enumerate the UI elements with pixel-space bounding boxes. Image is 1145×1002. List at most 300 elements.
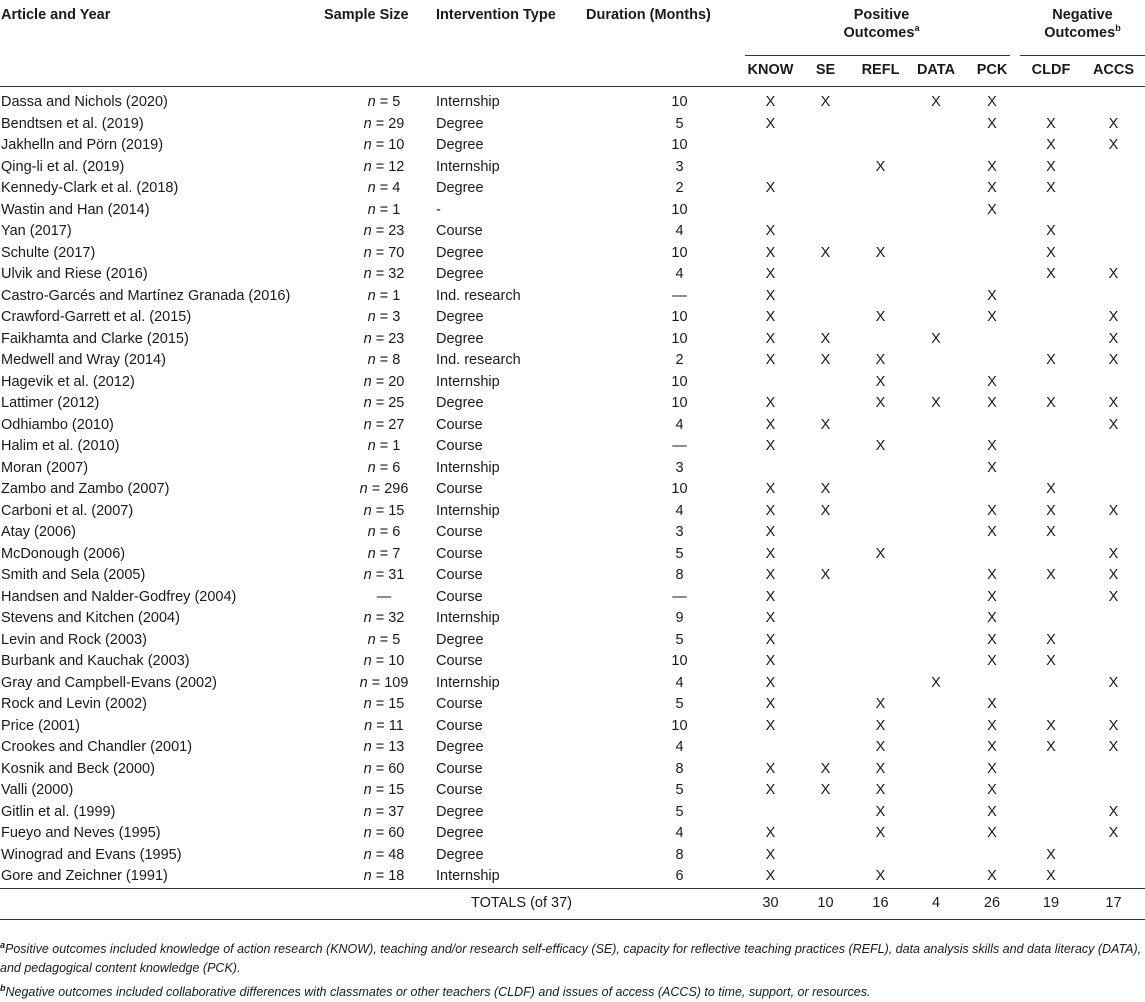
- n-symbol: n: [363, 846, 372, 863]
- table-row: [0, 608, 1145, 630]
- cell-intervention-type: Internship: [436, 502, 500, 519]
- cell-intervention-type: Degree: [436, 631, 484, 648]
- cell-intervention-type: Internship: [436, 94, 500, 110]
- sample-value: 13: [388, 739, 405, 755]
- cell-duration: 10: [671, 309, 688, 325]
- cell-se: X: [820, 481, 831, 497]
- cell-accs: X: [1108, 309, 1119, 325]
- cell-article: Smith and Sela (2005): [1, 567, 146, 583]
- table-row: [0, 372, 1145, 394]
- cell-se: X: [820, 244, 831, 261]
- cell-sample-size: n = 5: [367, 631, 401, 648]
- table-row: [0, 737, 1145, 759]
- cell-cldf: [1020, 87, 1082, 114]
- cell-duration: 10: [671, 330, 688, 347]
- cell-intervention-type: Course: [436, 760, 483, 777]
- cell-duration: 10: [671, 201, 688, 218]
- n-symbol: n: [363, 395, 372, 411]
- cell-pck: [964, 415, 1020, 437]
- cell-intervention-type: -: [436, 201, 441, 218]
- cell-know: X: [765, 588, 776, 605]
- cell-duration: 10: [671, 481, 688, 497]
- cell-accs: X: [1108, 717, 1119, 734]
- cell-intervention-type: Degree: [436, 846, 484, 863]
- cell-sample-size: n = 7: [367, 545, 401, 562]
- cell-accs: X: [1108, 674, 1119, 691]
- cell-refl: X: [875, 438, 886, 454]
- cell-know: [743, 157, 798, 179]
- sample-value: 15: [388, 696, 405, 712]
- cell-accs: [1082, 157, 1145, 179]
- sample-value: 29: [388, 115, 405, 132]
- cell-article: Schulte (2017): [1, 244, 96, 261]
- header-positive-outcomes: [743, 0, 1020, 56]
- cell-data: [908, 307, 964, 329]
- cell-know: X: [765, 760, 776, 777]
- cell-se: [798, 823, 853, 845]
- cell-cldf: X: [1046, 567, 1056, 583]
- cell-se: [798, 608, 853, 630]
- n-symbol: n: [367, 309, 376, 325]
- cell-duration: 9: [675, 610, 684, 626]
- cell-refl: X: [875, 717, 886, 734]
- cell-pck: X: [987, 115, 997, 132]
- table-row: [0, 716, 1145, 738]
- cell-sample-size: n = 10: [363, 653, 405, 669]
- cell-know: X: [765, 223, 776, 239]
- n-symbol: n: [367, 459, 376, 476]
- cell-pck: X: [987, 588, 997, 605]
- table-row: [0, 673, 1145, 695]
- cell-sample-size: n = 29: [363, 115, 405, 132]
- cell-se: [798, 716, 853, 738]
- table-row: [0, 329, 1145, 351]
- cell-data: [908, 522, 964, 544]
- cell-data: X: [931, 330, 941, 347]
- table-row: [0, 458, 1145, 480]
- cell-article: Fueyo and Neves (1995): [1, 825, 161, 841]
- cell-se: X: [820, 352, 831, 368]
- cell-sample-size: n = 10: [363, 137, 405, 153]
- cell-pck: [964, 845, 1020, 867]
- sample-value: 10: [388, 653, 405, 669]
- cell-article: Dassa and Nichols (2020): [1, 94, 168, 110]
- table-row: [0, 802, 1145, 824]
- cell-sample-size: n = 48: [363, 846, 405, 863]
- cell-accs: [1082, 845, 1145, 867]
- cell-intervention-type: Ind. research: [436, 352, 521, 368]
- cell-pck: X: [987, 782, 997, 798]
- n-symbol: n: [367, 524, 376, 540]
- cell-pck: [964, 264, 1020, 286]
- cell-refl: [853, 329, 908, 351]
- cell-know: X: [765, 416, 776, 433]
- cell-se: [798, 200, 853, 222]
- n-symbol: n: [367, 352, 376, 368]
- cell-sample-size: n = 37: [363, 803, 405, 820]
- cell-know: X: [765, 481, 776, 497]
- cell-intervention-type: Degree: [436, 244, 484, 261]
- n-symbol: n: [363, 653, 372, 669]
- sample-value: 60: [388, 760, 405, 777]
- n-symbol: n: [367, 94, 376, 110]
- cell-duration: 2: [675, 352, 684, 368]
- header-se: SE: [798, 56, 853, 87]
- cell-article: Price (2001): [1, 717, 80, 734]
- sample-value: 32: [388, 266, 405, 282]
- total-data: 4: [908, 888, 964, 919]
- cell-accs: [1082, 694, 1145, 716]
- table-row: [0, 522, 1145, 544]
- cell-cldf: X: [1046, 180, 1056, 196]
- cell-duration: —: [672, 588, 687, 605]
- cell-accs: X: [1108, 416, 1119, 433]
- cell-know: X: [765, 674, 776, 691]
- cell-accs: [1082, 522, 1145, 544]
- header-refl: REFL: [853, 56, 908, 87]
- cell-know: X: [765, 180, 776, 196]
- table-row: [0, 286, 1145, 308]
- cell-know: X: [765, 846, 776, 863]
- cell-accs: X: [1108, 330, 1119, 347]
- table-row: [0, 780, 1145, 802]
- cell-duration: 3: [675, 524, 684, 540]
- cell-intervention-type: Course: [436, 416, 483, 433]
- cell-accs: [1082, 221, 1145, 243]
- sample-value: 27: [388, 416, 405, 433]
- cell-data: [908, 651, 964, 673]
- sample-value: 32: [388, 610, 405, 626]
- cell-pck: X: [987, 438, 997, 454]
- sample-value: 11: [388, 717, 404, 734]
- cell-se: [798, 372, 853, 394]
- cell-know: X: [765, 610, 776, 626]
- sample-value: 18: [388, 868, 405, 884]
- cell-article: Handsen and Nalder-Godfrey (2004): [1, 588, 237, 605]
- cell-cldf: [1020, 694, 1082, 716]
- cell-refl: X: [875, 395, 886, 411]
- cell-cldf: [1020, 200, 1082, 222]
- cell-intervention-type: Degree: [436, 115, 484, 132]
- cell-refl: [853, 522, 908, 544]
- cell-duration: 10: [671, 395, 688, 411]
- sample-value: 48: [388, 846, 405, 863]
- sample-value: 8: [392, 352, 401, 368]
- cell-duration: 4: [675, 674, 684, 691]
- cell-se: [798, 157, 853, 179]
- header-know: KNOW: [743, 56, 798, 87]
- n-symbol: n: [363, 223, 372, 239]
- cell-cldf: X: [1046, 352, 1056, 368]
- header-sample-size: Sample Size: [324, 7, 409, 23]
- positive-label: Positive Outcomes: [843, 7, 915, 41]
- cell-refl: [853, 630, 908, 652]
- cell-pck: X: [987, 868, 997, 884]
- cell-article: Gitlin et al. (1999): [1, 803, 116, 820]
- sample-value: 12: [388, 158, 405, 175]
- cell-know: X: [765, 717, 776, 734]
- n-symbol: n: [367, 545, 376, 562]
- cell-intervention-type: Internship: [436, 674, 500, 691]
- cell-pck: X: [987, 287, 997, 304]
- cell-article: Jakhelln and Pörn (2019): [1, 137, 164, 153]
- header-negative-outcomes: [1020, 0, 1145, 56]
- cell-accs: X: [1108, 115, 1119, 132]
- sample-value: 60: [388, 825, 405, 841]
- cell-data: [908, 802, 964, 824]
- cell-sample-size: n = 3: [367, 309, 401, 325]
- cell-article: Castro-Garcés and Martínez Granada (2016): [1, 287, 291, 304]
- cell-se: [798, 135, 853, 157]
- cell-refl: X: [875, 158, 886, 175]
- cell-refl: [853, 87, 908, 114]
- cell-cldf: X: [1046, 524, 1056, 540]
- cell-cldf: X: [1046, 653, 1056, 669]
- cell-data: [908, 479, 964, 501]
- cell-cldf: [1020, 802, 1082, 824]
- cell-article: Winograd and Evans (1995): [1, 846, 182, 863]
- cell-pck: X: [987, 653, 997, 669]
- cell-duration: —: [672, 287, 687, 304]
- negative-label: Negative Outcomes: [1044, 7, 1116, 41]
- cell-intervention-type: Internship: [436, 610, 500, 626]
- cell-know: X: [765, 782, 776, 798]
- cell-refl: X: [875, 309, 886, 325]
- table-row: [0, 651, 1145, 673]
- cell-sample-size: n = 1: [367, 287, 401, 304]
- cell-know: [743, 135, 798, 157]
- cell-sample-size: n = 20: [363, 373, 405, 390]
- cell-accs: [1082, 436, 1145, 458]
- cell-duration: 8: [675, 567, 684, 583]
- cell-article: Levin and Rock (2003): [1, 631, 147, 648]
- cell-article: Zambo and Zambo (2007): [1, 481, 170, 497]
- cell-sample-size: n = 15: [363, 502, 405, 519]
- cell-cldf: X: [1046, 266, 1056, 282]
- positive-sup: a: [914, 23, 920, 34]
- table-row: [0, 307, 1145, 329]
- totals-row: [0, 888, 1145, 919]
- cell-data: [908, 544, 964, 566]
- cell-cldf: [1020, 608, 1082, 630]
- cell-refl: [853, 565, 908, 587]
- cell-refl: [853, 264, 908, 286]
- n-symbol: n: [363, 825, 372, 841]
- cell-duration: —: [672, 438, 687, 454]
- cell-cldf: X: [1046, 395, 1056, 411]
- cell-data: X: [931, 674, 941, 691]
- cell-refl: [853, 415, 908, 437]
- cell-article: Odhiambo (2010): [1, 416, 114, 433]
- cell-accs: [1082, 651, 1145, 673]
- n-symbol: n: [363, 803, 372, 820]
- cell-duration: 10: [671, 717, 688, 734]
- n-symbol: n: [367, 180, 376, 196]
- cell-duration: 5: [675, 631, 684, 648]
- table-row: [0, 630, 1145, 652]
- cell-data: [908, 178, 964, 200]
- cell-refl: X: [875, 244, 886, 261]
- cell-sample-size: n = 60: [363, 760, 405, 777]
- cell-pck: X: [987, 201, 997, 218]
- table-row: [0, 393, 1145, 415]
- table-row: [0, 264, 1145, 286]
- cell-know: [743, 737, 798, 759]
- cell-article: Gore and Zeichner (1991): [1, 868, 168, 884]
- cell-pck: X: [987, 696, 997, 712]
- sample-value: 1: [392, 201, 401, 218]
- total-cldf: 19: [1020, 888, 1082, 919]
- cell-accs: [1082, 372, 1145, 394]
- cell-pck: [964, 544, 1020, 566]
- cell-refl: [853, 608, 908, 630]
- cell-se: [798, 694, 853, 716]
- cell-duration: 10: [671, 373, 688, 390]
- cell-cldf: [1020, 436, 1082, 458]
- cell-know: X: [765, 352, 776, 368]
- cell-intervention-type: Course: [436, 438, 483, 454]
- cell-know: X: [765, 567, 776, 583]
- cell-data: [908, 780, 964, 802]
- cell-article: Hagevik et al. (2012): [1, 373, 135, 390]
- n-symbol: n: [367, 631, 376, 648]
- cell-se: X: [820, 502, 831, 519]
- cell-sample-size: n = 23: [363, 223, 405, 239]
- n-symbol: n: [359, 674, 368, 691]
- cell-accs: X: [1108, 395, 1119, 411]
- cell-accs: X: [1108, 825, 1119, 841]
- cell-se: [798, 845, 853, 867]
- cell-refl: [853, 587, 908, 609]
- cell-duration: 4: [675, 266, 684, 282]
- cell-duration: 2: [675, 180, 684, 196]
- cell-sample-size: n = 11: [364, 717, 404, 734]
- cell-refl: [853, 458, 908, 480]
- cell-refl: [853, 651, 908, 673]
- cell-intervention-type: Course: [436, 717, 483, 734]
- cell-duration: 10: [671, 94, 688, 110]
- cell-article: Medwell and Wray (2014): [1, 352, 166, 368]
- header-cldf: CLDF: [1020, 56, 1082, 87]
- cell-accs: [1082, 286, 1145, 308]
- cell-se: X: [820, 567, 831, 583]
- cell-accs: [1082, 479, 1145, 501]
- n-symbol: n: [363, 416, 372, 433]
- cell-pck: [964, 243, 1020, 265]
- cell-article: Stevens and Kitchen (2004): [1, 610, 180, 626]
- n-symbol: n: [363, 115, 372, 132]
- cell-duration: 4: [675, 739, 684, 755]
- sample-value: 1: [392, 287, 401, 304]
- cell-accs: X: [1108, 803, 1119, 820]
- n-symbol: n: [363, 567, 372, 583]
- cell-intervention-type: Course: [436, 223, 483, 239]
- sample-value: 3: [392, 309, 401, 325]
- cell-accs: X: [1108, 137, 1119, 153]
- cell-duration: 3: [675, 459, 684, 476]
- cell-article: Halim et al. (2010): [1, 438, 120, 454]
- n-symbol: n: [363, 158, 372, 175]
- cell-se: X: [820, 782, 831, 798]
- cell-accs: [1082, 780, 1145, 802]
- cell-duration: 4: [675, 416, 684, 433]
- n-symbol: n: [363, 760, 372, 777]
- cell-sample-size: n = 60: [363, 825, 405, 841]
- cell-data: [908, 630, 964, 652]
- cell-know: X: [765, 825, 776, 841]
- cell-se: [798, 436, 853, 458]
- cell-accs: X: [1108, 352, 1119, 368]
- cell-pck: X: [987, 610, 997, 626]
- cell-sample-size: n = 8: [367, 352, 401, 368]
- sample-value: 296: [384, 481, 409, 497]
- cell-cldf: X: [1046, 868, 1056, 884]
- cell-pck: X: [987, 717, 997, 734]
- sample-value: 5: [392, 94, 401, 110]
- cell-article: Gray and Campbell-Evans (2002): [1, 674, 217, 691]
- n-symbol: n: [363, 330, 372, 347]
- cell-duration: 8: [675, 846, 684, 863]
- cell-article: Kosnik and Beck (2000): [1, 760, 155, 777]
- cell-se: [798, 307, 853, 329]
- sample-value: 6: [392, 459, 401, 476]
- cell-se: [798, 264, 853, 286]
- table-row: [0, 436, 1145, 458]
- total-refl: 16: [853, 888, 908, 919]
- n-symbol: n: [363, 266, 372, 282]
- cell-sample-size: n = 70: [363, 244, 405, 261]
- sample-value: 20: [388, 373, 405, 390]
- sample-value: 70: [388, 244, 405, 261]
- cell-accs: X: [1108, 266, 1119, 282]
- cell-pck: [964, 479, 1020, 501]
- cell-cldf: X: [1046, 115, 1056, 132]
- cell-data: [908, 716, 964, 738]
- cell-accs: [1082, 200, 1145, 222]
- cell-se: X: [820, 94, 831, 110]
- cell-article: Wastin and Han (2014): [1, 201, 150, 218]
- cell-data: X: [931, 395, 941, 411]
- cell-accs: [1082, 243, 1145, 265]
- header-article: Article and Year: [1, 7, 111, 23]
- cell-sample-size: n = 1: [367, 201, 401, 218]
- header-pck: PCK: [964, 56, 1020, 87]
- cell-cldf: [1020, 372, 1082, 394]
- total-pck: 26: [964, 888, 1020, 919]
- n-symbol: n: [363, 868, 372, 884]
- cell-refl: [853, 221, 908, 243]
- cell-refl: [853, 845, 908, 867]
- cell-data: [908, 694, 964, 716]
- cell-article: Kennedy-Clark et al. (2018): [1, 180, 179, 196]
- cell-refl: X: [875, 760, 886, 777]
- cell-sample-size: n = 15: [363, 782, 405, 798]
- cell-article: Yan (2017): [1, 223, 72, 239]
- table-row: [0, 221, 1145, 243]
- table-row: [0, 415, 1145, 437]
- cell-duration: 10: [671, 653, 688, 669]
- cell-se: X: [820, 760, 831, 777]
- cell-pck: X: [987, 158, 997, 175]
- cell-duration: 4: [675, 825, 684, 841]
- cell-cldf: X: [1046, 846, 1056, 863]
- total-accs: 17: [1082, 888, 1145, 919]
- cell-accs: X: [1108, 739, 1119, 755]
- table-row: [0, 350, 1145, 372]
- cell-cldf: [1020, 415, 1082, 437]
- cell-cldf: [1020, 759, 1082, 781]
- n-symbol: n: [363, 244, 372, 261]
